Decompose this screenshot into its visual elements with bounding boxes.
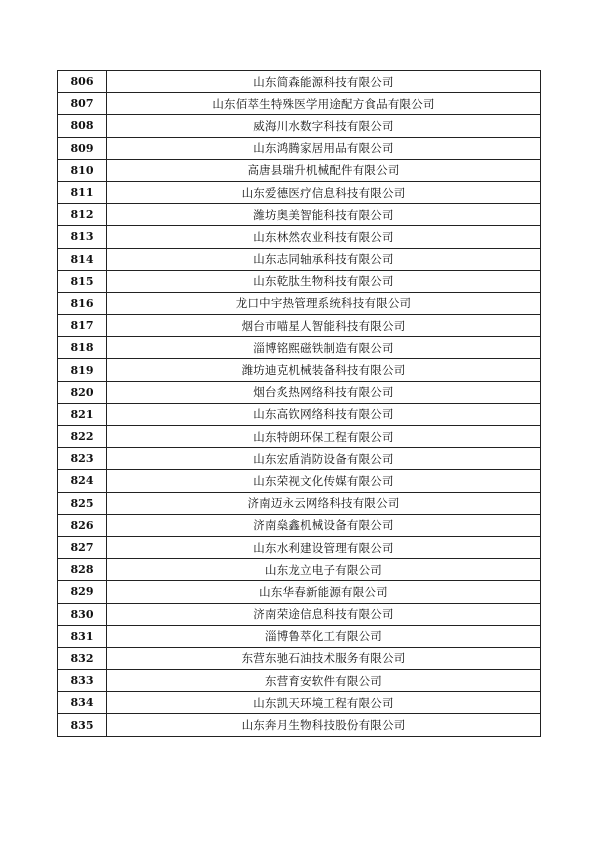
table-row bbox=[58, 492, 541, 514]
row-number: 811 bbox=[58, 181, 107, 203]
row-number: 812 bbox=[58, 204, 107, 226]
company-name: 潍坊迪克机械装备科技有限公司 bbox=[107, 359, 541, 381]
company-name: 山东龙立电子有限公司 bbox=[107, 559, 541, 581]
table-row bbox=[58, 315, 541, 337]
row-number: 832 bbox=[58, 647, 107, 669]
company-name: 济南迈永云网络科技有限公司 bbox=[107, 492, 541, 514]
company-name: 山东志同轴承科技有限公司 bbox=[107, 248, 541, 270]
row-number: 834 bbox=[58, 692, 107, 714]
table-row bbox=[58, 426, 541, 448]
company-name: 淄博铭熙磁铁制造有限公司 bbox=[107, 337, 541, 359]
row-number: 833 bbox=[58, 670, 107, 692]
company-name: 山东水利建设管理有限公司 bbox=[107, 536, 541, 558]
row-number: 830 bbox=[58, 603, 107, 625]
row-number: 835 bbox=[58, 714, 107, 736]
table-row bbox=[58, 226, 541, 248]
row-number: 818 bbox=[58, 337, 107, 359]
company-name: 烟台市喵星人智能科技有限公司 bbox=[107, 315, 541, 337]
company-name: 济南荣途信息科技有限公司 bbox=[107, 603, 541, 625]
company-name: 山东荣视文化传媒有限公司 bbox=[107, 470, 541, 492]
table-row bbox=[58, 559, 541, 581]
row-number: 809 bbox=[58, 137, 107, 159]
row-number: 831 bbox=[58, 625, 107, 647]
row-number: 815 bbox=[58, 270, 107, 292]
row-number: 829 bbox=[58, 581, 107, 603]
table-row bbox=[58, 93, 541, 115]
table-row bbox=[58, 581, 541, 603]
row-number: 821 bbox=[58, 403, 107, 425]
company-table-body bbox=[58, 71, 541, 737]
table-row bbox=[58, 536, 541, 558]
row-number: 823 bbox=[58, 448, 107, 470]
company-name: 济南燊鑫机械设备有限公司 bbox=[107, 514, 541, 536]
table-row bbox=[58, 714, 541, 736]
row-number: 825 bbox=[58, 492, 107, 514]
table-row bbox=[58, 137, 541, 159]
table-row bbox=[58, 270, 541, 292]
company-name: 山东华春新能源有限公司 bbox=[107, 581, 541, 603]
table-row bbox=[58, 71, 541, 93]
company-name: 山东林然农业科技有限公司 bbox=[107, 226, 541, 248]
table-row bbox=[58, 248, 541, 270]
row-number: 827 bbox=[58, 536, 107, 558]
company-name: 淄博鲁萃化工有限公司 bbox=[107, 625, 541, 647]
table-row bbox=[58, 670, 541, 692]
row-number: 813 bbox=[58, 226, 107, 248]
company-name: 山东爱德医疗信息科技有限公司 bbox=[107, 181, 541, 203]
table-row bbox=[58, 115, 541, 137]
table-row bbox=[58, 359, 541, 381]
company-name: 高唐县瑞升机械配件有限公司 bbox=[107, 159, 541, 181]
company-name: 山东特朗环保工程有限公司 bbox=[107, 426, 541, 448]
row-number: 819 bbox=[58, 359, 107, 381]
row-number: 808 bbox=[58, 115, 107, 137]
company-name: 龙口中宇热管理系统科技有限公司 bbox=[107, 292, 541, 314]
company-name: 山东高钦网络科技有限公司 bbox=[107, 403, 541, 425]
table-row bbox=[58, 470, 541, 492]
company-name: 山东宏盾消防设备有限公司 bbox=[107, 448, 541, 470]
table-row bbox=[58, 204, 541, 226]
row-number: 822 bbox=[58, 426, 107, 448]
company-name: 东营东驰石油技术服务有限公司 bbox=[107, 647, 541, 669]
table-row bbox=[58, 448, 541, 470]
table-row bbox=[58, 159, 541, 181]
company-name: 山东乾肽生物科技有限公司 bbox=[107, 270, 541, 292]
row-number: 828 bbox=[58, 559, 107, 581]
table-row bbox=[58, 337, 541, 359]
table-row bbox=[58, 403, 541, 425]
row-number: 816 bbox=[58, 292, 107, 314]
row-number: 814 bbox=[58, 248, 107, 270]
row-number: 810 bbox=[58, 159, 107, 181]
company-name: 潍坊奥美智能科技有限公司 bbox=[107, 204, 541, 226]
row-number: 820 bbox=[58, 381, 107, 403]
table-row bbox=[58, 647, 541, 669]
row-number: 817 bbox=[58, 315, 107, 337]
table-row bbox=[58, 692, 541, 714]
company-name: 烟台炙热网络科技有限公司 bbox=[107, 381, 541, 403]
company-name: 山东凯天环境工程有限公司 bbox=[107, 692, 541, 714]
row-number: 806 bbox=[58, 71, 107, 93]
company-name: 山东佰萃生特殊医学用途配方食品有限公司 bbox=[107, 93, 541, 115]
table-row bbox=[58, 292, 541, 314]
company-name: 山东简森能源科技有限公司 bbox=[107, 71, 541, 93]
table-row bbox=[58, 603, 541, 625]
company-name: 威海川水数字科技有限公司 bbox=[107, 115, 541, 137]
row-number: 826 bbox=[58, 514, 107, 536]
table-row bbox=[58, 625, 541, 647]
table-row bbox=[58, 381, 541, 403]
table-row bbox=[58, 181, 541, 203]
row-number: 807 bbox=[58, 93, 107, 115]
company-name: 山东奔月生物科技股份有限公司 bbox=[107, 714, 541, 736]
row-number: 824 bbox=[58, 470, 107, 492]
company-name: 东营育安软件有限公司 bbox=[107, 670, 541, 692]
company-table bbox=[57, 70, 541, 737]
table-row bbox=[58, 514, 541, 536]
company-name: 山东鸿腾家居用品有限公司 bbox=[107, 137, 541, 159]
